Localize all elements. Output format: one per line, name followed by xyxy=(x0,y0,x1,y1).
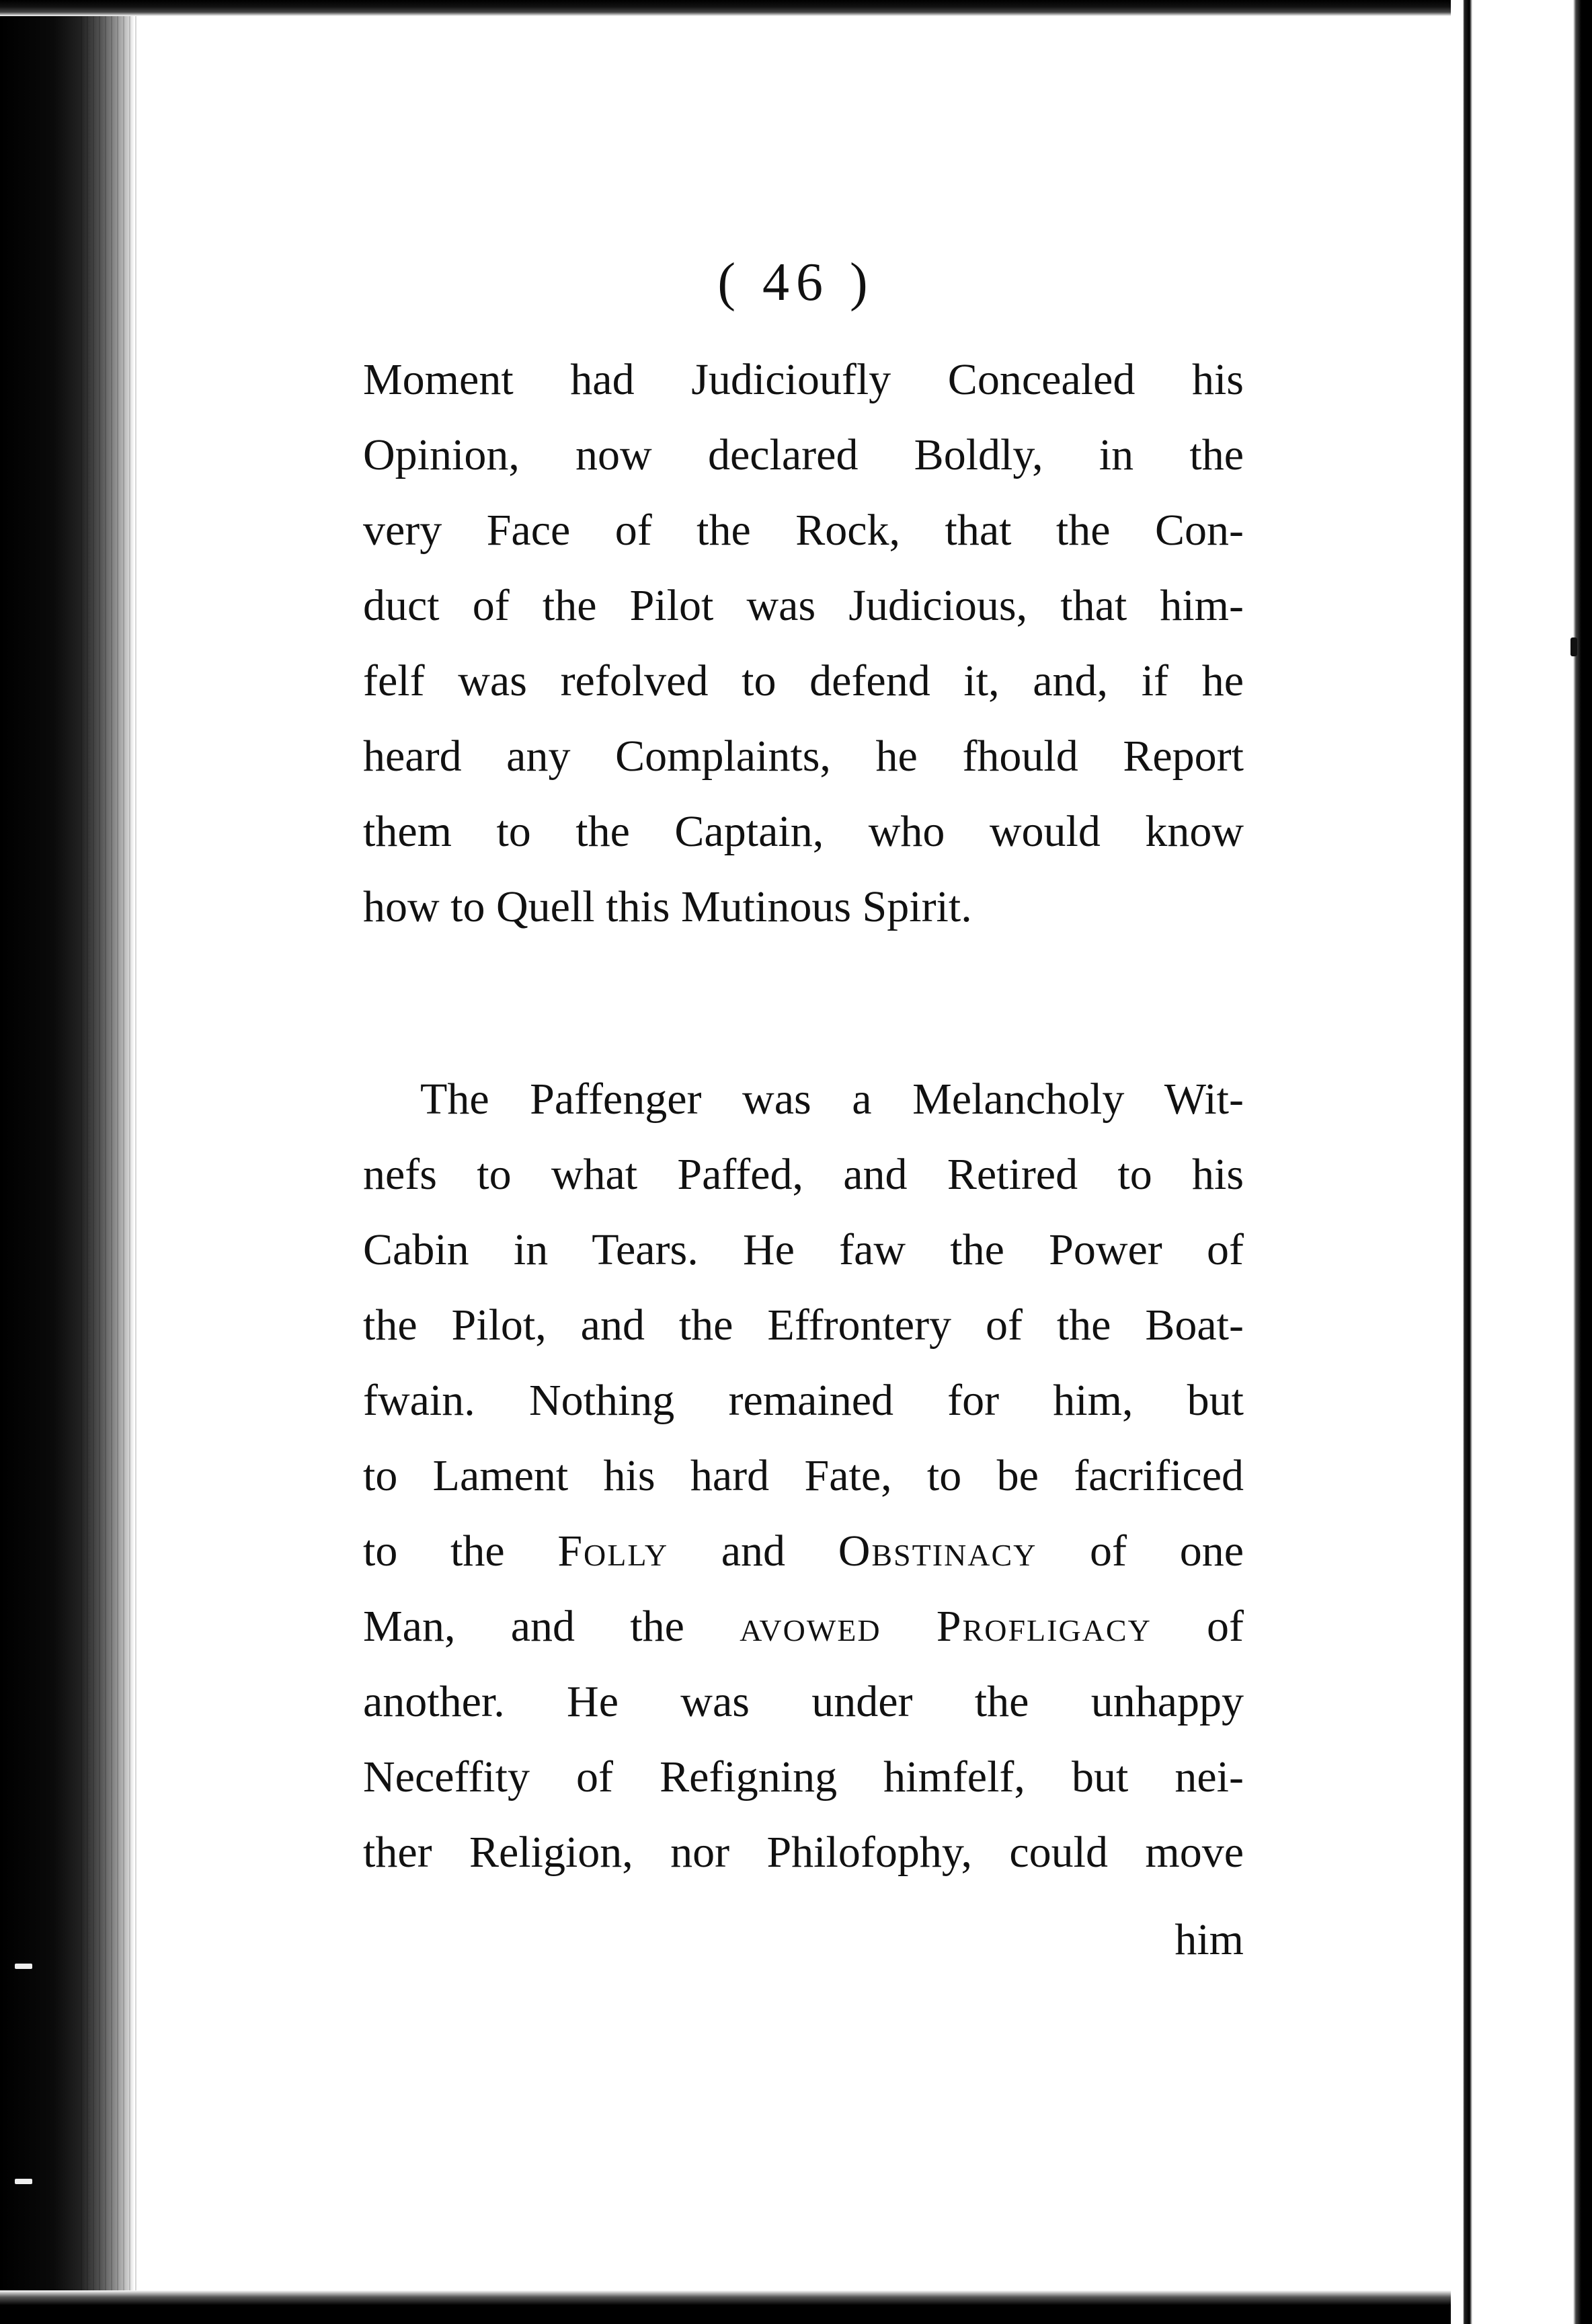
text-line: Neceffity of Refigning himfelf, but nei- xyxy=(363,1752,1244,1802)
text-run: to the xyxy=(363,1526,558,1576)
page-edges xyxy=(81,0,141,2324)
text-line: Cabin in Tears. He faw the Power of xyxy=(363,1225,1244,1274)
text-line: them to the Captain, who would know xyxy=(363,807,1244,856)
text-line: felf was refolved to defend it, and, if he xyxy=(363,656,1244,705)
small-caps-word: avowed xyxy=(740,1602,881,1651)
text-run: of one xyxy=(1037,1526,1244,1576)
text-line: ther Religion, nor Philofophy, could move xyxy=(363,1828,1244,1877)
text-line: the Pilot, and the Effrontery of the Boat- xyxy=(363,1301,1244,1350)
text-line: Opinion, now declared Boldly, in the xyxy=(363,430,1244,479)
page-number: ( 46 ) xyxy=(717,253,875,312)
text-line: how to Quell this Mutinous Spirit. xyxy=(363,882,972,931)
text-line: fwain. Nothing remained for him, but xyxy=(363,1376,1244,1425)
text-line xyxy=(363,1514,1244,1588)
text-line: The Paffenger was a Melancholy Wit- xyxy=(420,1075,1244,1124)
text-line: nefs to what Paffed, and Retired to his xyxy=(363,1150,1244,1199)
text-run: of xyxy=(1151,1602,1244,1651)
edge-mark xyxy=(15,2179,32,2184)
text-line: heard any Complaints, he fhould Report xyxy=(363,732,1244,781)
ink-mark xyxy=(1570,637,1577,656)
text-run: Man, and the xyxy=(363,1602,740,1651)
scan-bottom-border xyxy=(0,2290,1592,2324)
text-line: very Face of the Rock, that the Con- xyxy=(363,506,1244,555)
small-caps-word: Profligacy xyxy=(936,1602,1152,1651)
text-line: Moment had Judicioufly Concealed his xyxy=(363,355,1244,404)
edge-mark xyxy=(15,1964,32,1969)
text-line xyxy=(363,1590,1244,1664)
catchword: him xyxy=(1175,1915,1244,1964)
text-line: duct of the Pilot was Judicious, that him- xyxy=(363,581,1244,630)
text-run: and xyxy=(668,1526,838,1576)
text-run xyxy=(881,1602,937,1651)
small-caps-word: Obstinacy xyxy=(838,1526,1037,1576)
scan-top-border xyxy=(0,0,1592,16)
small-caps-word: Folly xyxy=(557,1526,669,1576)
text-line: to Lament his hard Fate, to be facrificed xyxy=(363,1451,1244,1500)
text-line: another. He was under the unhappy xyxy=(363,1677,1244,1726)
facing-page-edge xyxy=(1451,0,1592,2324)
